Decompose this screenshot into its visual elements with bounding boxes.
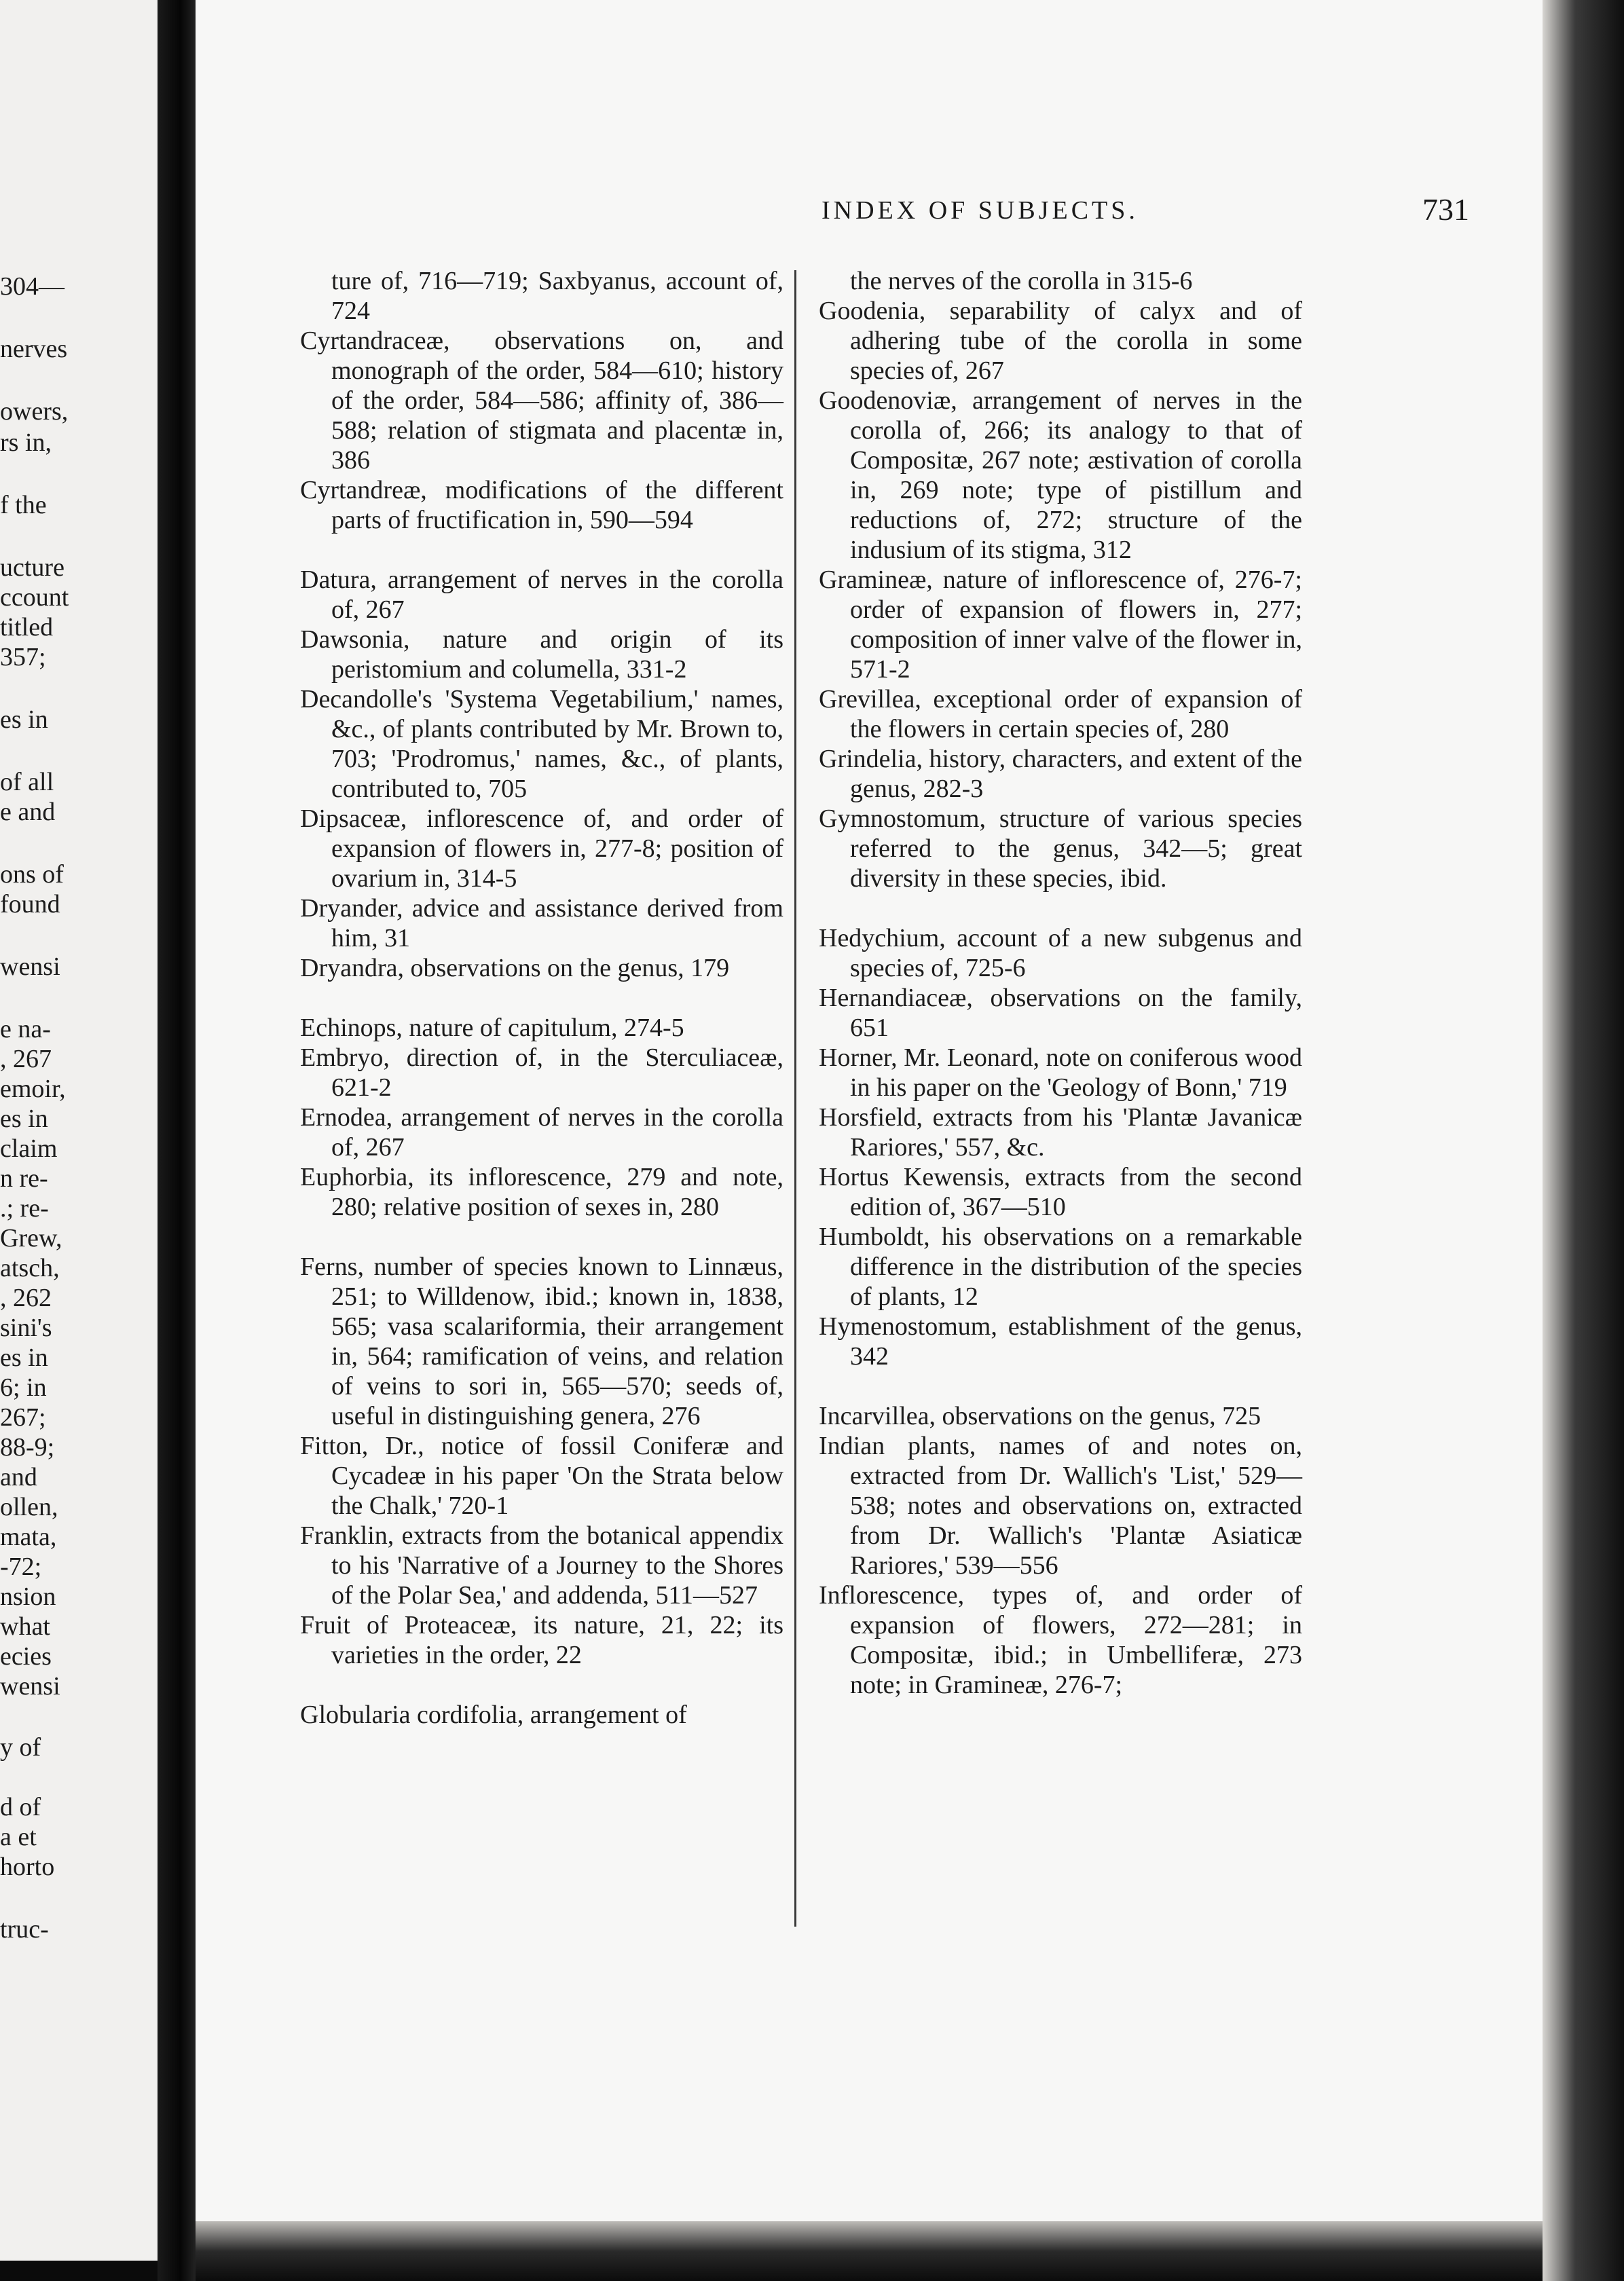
- left-page-fragment: claim: [0, 1134, 58, 1163]
- index-entry: Cyrtandraceæ, observations on, and monograph of the order, 584—610; history of the order, 584—586; affinity of, 386—588; relation of stigmata and placentæ in, 386: [300, 327, 783, 475]
- index-entry: Globularia cordifolia, arrangement of: [300, 1701, 687, 1729]
- index-entry: Ferns, number of species known to Linnæus, 251; to Willdenow, ibid.; known in, 1838, 565; vasa scalariformia, their arrangement in, 564; ramification of veins, and relation of veins to sori in, 565—570; seeds of, useful in distinguishing genera, 276: [300, 1253, 783, 1430]
- left-page-fragment: , 267: [0, 1045, 52, 1073]
- left-page-fragment: atsch,: [0, 1254, 60, 1282]
- left-page-fragment: and: [0, 1463, 37, 1491]
- left-page-fragment: 267;: [0, 1403, 46, 1432]
- index-entry: Fruit of Proteaceæ, its nature, 21, 22; its varieties in the order, 22: [300, 1611, 783, 1669]
- left-page-fragment: es in: [0, 1343, 48, 1372]
- left-page-fragment: nerves: [0, 335, 68, 363]
- book-spine: [158, 0, 196, 2281]
- index-entry: Inflorescence, types of, and order of expansion of flowers, 272—281; in Compositæ, ibid.; in Umbelliferæ, 273 note; in Gramineæ, 276-7;: [819, 1581, 1302, 1699]
- left-page-fragment: n re-: [0, 1164, 48, 1193]
- left-page-fragment: emoir,: [0, 1075, 66, 1103]
- index-entry: Ernodea, arrangement of nerves in the corolla of, 267: [300, 1103, 783, 1162]
- left-page-fragment: ucture: [0, 553, 64, 582]
- left-page-fragment: wensi: [0, 1672, 60, 1701]
- left-page-fragment: e na-: [0, 1015, 51, 1043]
- index-entry: Humboldt, his observations on a remarkable difference in the distribution of the species of plants, 12: [819, 1223, 1302, 1311]
- left-page-fragment: rs in,: [0, 428, 52, 457]
- left-page-fragment: es in: [0, 1105, 48, 1133]
- index-entry: Decandolle's 'Systema Vegetabilium,' names, &c., of plants contributed by Mr. Brown to, 703; 'Prodromus,' names, &c., of plants, contributed to, 705: [300, 685, 783, 803]
- index-entry: Goodenia, separability of calyx and of adhering tube of the corolla in some species of, 267: [819, 297, 1302, 385]
- index-entry: Grindelia, history, characters, and extent of the genus, 282-3: [819, 745, 1302, 803]
- left-page-fragment: mata,: [0, 1523, 57, 1551]
- left-page-fragment: titled: [0, 613, 54, 642]
- left-page-fragment: f the: [0, 491, 47, 519]
- index-entry: Gramineæ, nature of inflorescence of, 276-7; order of expansion of flowers in, 277; composition of inner valve of the flower in, 571-2: [819, 565, 1302, 684]
- left-page-fragment: nsion: [0, 1582, 56, 1611]
- index-entry: Dryander, advice and assistance derived from him, 31: [300, 894, 783, 952]
- page-edge-bottom: [196, 2221, 1543, 2281]
- index-entry: Embryo, direction of, in the Sterculiaceæ, 621-2: [300, 1043, 783, 1102]
- index-entry: Dipsaceæ, inflorescence of, and order of expansion of flowers in, 277-8; position of ovarium in, 314-5: [300, 804, 783, 893]
- index-entry: Euphorbia, its inflorescence, 279 and note, 280; relative position of sexes in, 280: [300, 1163, 783, 1221]
- index-entry: Gymnostomum, structure of various species referred to the genus, 342—5; great diversity in these species, ibid.: [819, 804, 1302, 893]
- left-page-fragment: 357;: [0, 643, 46, 671]
- index-entry: Cyrtandreæ, modifications of the different parts of fructification in, 590—594: [300, 476, 783, 534]
- index-column-left: [300, 266, 783, 1730]
- left-page-fragment: es in: [0, 705, 48, 734]
- index-entry: Hortus Kewensis, extracts from the second edition of, 367—510: [819, 1163, 1302, 1221]
- left-page-fragment: d of: [0, 1793, 41, 1821]
- left-page-fragment: sini's: [0, 1314, 52, 1342]
- left-page-fragment: 88-9;: [0, 1433, 55, 1462]
- index-entry: Hedychium, account of a new subgenus and species of, 725-6: [819, 924, 1302, 982]
- page-number: 731: [1422, 192, 1469, 227]
- left-page-fragment: Grew,: [0, 1224, 62, 1253]
- left-page-fragment: of all: [0, 768, 54, 796]
- index-entry: the nerves of the corolla in 315-6: [850, 267, 1193, 295]
- left-page-fragment: , 262: [0, 1284, 52, 1312]
- index-entry: Fitton, Dr., notice of fossil Coniferæ and Cycadeæ in his paper 'On the Strata below the Chalk,' 720-1: [300, 1432, 783, 1520]
- left-page-fragment: what: [0, 1612, 50, 1641]
- index-entry: Dawsonia, nature and origin of its peristomium and columella, 331-2: [300, 625, 783, 684]
- left-page-fragment: truc-: [0, 1915, 49, 1944]
- left-page-fragment: y of: [0, 1733, 41, 1762]
- index-entry: Horsfield, extracts from his 'Plantæ Javanicæ Rariores,' 557, &c.: [819, 1103, 1302, 1162]
- index-column-right: [819, 266, 1302, 1700]
- page-edge-right: [1543, 0, 1624, 2281]
- index-entry: Goodenoviæ, arrangement of nerves in the corolla of, 266; its analogy to that of Compositæ, 267 note; æstivation of corolla in, 269 note; type of pistillum and reductions of, 272; structure of the indusium of its stigma, 312: [819, 386, 1302, 564]
- running-head: INDEX OF SUBJECTS.: [822, 196, 1139, 225]
- left-page-fragment: wensi: [0, 952, 60, 981]
- left-page-fragment: owers,: [0, 397, 69, 426]
- left-page-fragment: horto: [0, 1853, 55, 1881]
- left-page-fragment: .; re-: [0, 1194, 49, 1223]
- column-rule: [794, 270, 796, 1927]
- index-entry: Hymenostomum, establishment of the genus, 342: [819, 1312, 1302, 1371]
- index-entry: Indian plants, names of and notes on, extracted from Dr. Wallich's 'List,' 529—538; notes and observations on, extracted from Dr. Wallich's 'Plantæ Asiaticæ Rariores,' 539—556: [819, 1432, 1302, 1580]
- left-page-fragment: ecies: [0, 1642, 52, 1671]
- left-page-fragment: found: [0, 890, 60, 919]
- index-entry: Datura, arrangement of nerves in the corolla of, 267: [300, 565, 783, 624]
- left-page-fragment: -72;: [0, 1553, 42, 1581]
- left-page-fragment: e and: [0, 798, 56, 826]
- left-page-fragment: ollen,: [0, 1493, 58, 1521]
- index-entry: Echinops, nature of capitulum, 274-5: [300, 1014, 684, 1042]
- left-page-fragment: ccount: [0, 583, 69, 612]
- left-page-fragment: 6; in: [0, 1373, 47, 1402]
- index-entry: Horner, Mr. Leonard, note on coniferous wood in his paper on the 'Geology of Bonn,' 719: [819, 1043, 1302, 1102]
- index-entry: Franklin, extracts from the botanical appendix to his 'Narrative of a Journey to the Shores of the Polar Sea,' and addenda, 511—527: [300, 1521, 783, 1610]
- left-page: [0, 0, 158, 2261]
- index-entry: Hernandiaceæ, observations on the family, 651: [819, 984, 1302, 1042]
- left-page-fragment: ons of: [0, 860, 64, 889]
- index-entry: Dryandra, observations on the genus, 179: [300, 954, 730, 982]
- left-page-fragment: a et: [0, 1823, 37, 1851]
- index-entry: Incarvillea, observations on the genus, 725: [819, 1402, 1261, 1430]
- index-entry: Grevillea, exceptional order of expansion of the flowers in certain species of, 280: [819, 685, 1302, 743]
- left-page-fragment: 304—: [0, 272, 64, 301]
- index-entry: ture of, 716—719; Saxbyanus, account of, 724: [331, 267, 783, 325]
